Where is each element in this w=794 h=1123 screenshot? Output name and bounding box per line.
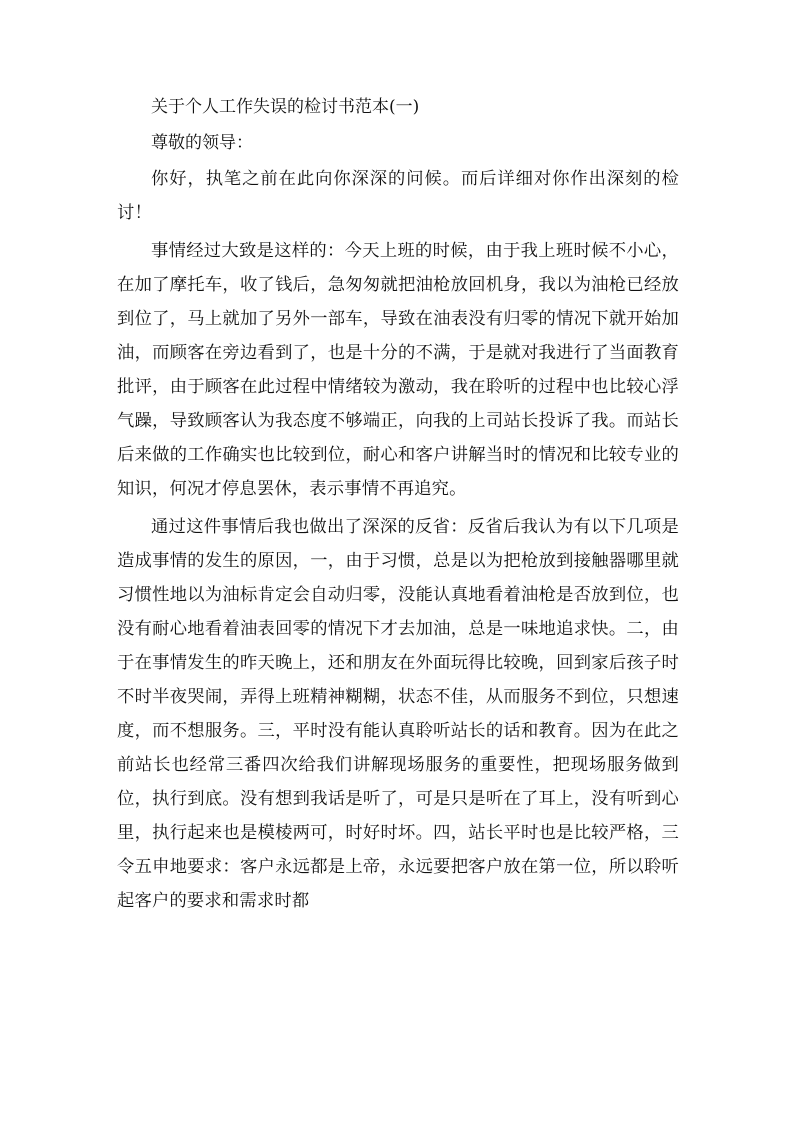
document-body [117, 88, 679, 922]
salutation: 尊敬的领导： [151, 133, 253, 153]
document-title: 关于个人工作失误的检讨书范本(一) [151, 97, 420, 117]
paragraph-reflection: 通过这件事情后我也做出了深深的反省：反省后我认为有以下几项是造成事情的发生的原因，一，由于习惯，总是以为把枪放到接触器哪里就习惯性地以为油标肯定会自动归零，没能认真地看着油枪是否放到位，也没有耐心地看着油表回零的情况下才去加油，总是一味地追求快。二，由于在事情发生的昨天晚上，还和朋友在外面玩得比较晚，回到家后孩子时不时半夜哭闹，弄得上班精神糊糊，状态不佳，从而服务不到位，只想速度，而不想服务。三，平时没有能认真聆听站长的话和教育。因为在此之前站长也经常三番四次给我们讲解现场服务的重要性，把现场服务做到位，执行到底。没有想到我话是听了，可是只是听在了耳上，没有听到心里，执行起来也是模棱两可，时好时坏。四，站长平时也是比较严格，三令五申地要求：客户永远都是上帝，永远要把客户放在第一位，所以聆听起客户的要求和需求时都 [117, 517, 679, 911]
paragraph-incident: 事情经过大致是这样的：今天上班的时候，由于我上班时候不小心，在加了摩托车，收了钱后，急匆匆就把油枪放回机身，我以为油枪已经放到位了，马上就加了另外一部车，导致在油表没有归零的情况下就开始加油，而顾客在旁边看到了，也是十分的不满，于是就对我进行了当面教育批评，由于顾客在此过程中情绪较为激动，我在聆听的过程中也比较心浮气躁，导致顾客认为我态度不够端正，向我的上司站长投诉了我。而站长后来做的工作确实也比较到位，耐心和客户讲解当时的情况和比较专业的知识，何况才停息罢休，表示事情不再追究。 [117, 241, 679, 499]
paragraph-greeting: 你好，执笔之前在此向你深深的问候。而后详细对你作出深刻的检讨！ [117, 169, 679, 223]
